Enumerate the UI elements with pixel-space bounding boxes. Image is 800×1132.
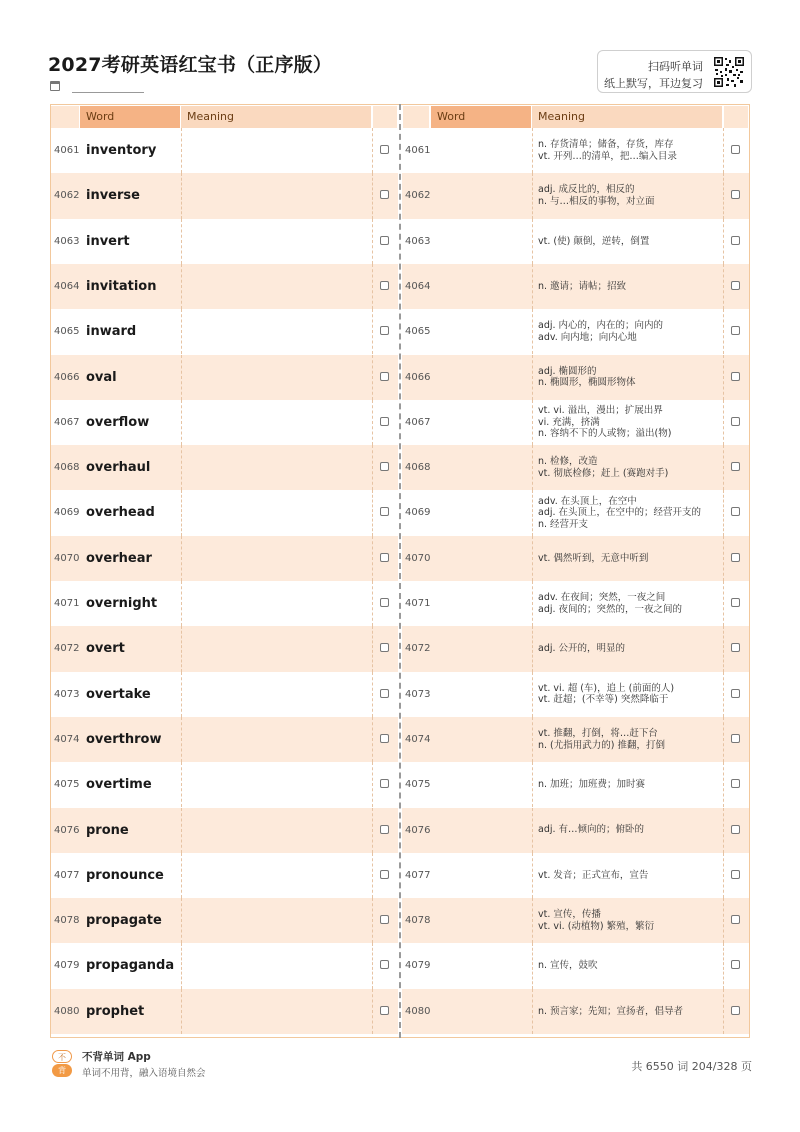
left-checkbox[interactable] (380, 734, 389, 743)
entry-meaning-line: adj. 成反比的，相反的 (538, 184, 635, 196)
left-checkbox[interactable] (380, 326, 389, 335)
cell-divider (723, 173, 724, 218)
right-checkbox[interactable] (731, 417, 740, 426)
cell-divider (181, 264, 182, 309)
cell-divider (723, 626, 724, 671)
entry-number-right: 4078 (405, 915, 431, 927)
entry-number: 4079 (54, 960, 80, 972)
entry-number: 4065 (54, 326, 80, 338)
entry-meaning-line: vt. (使) 颠倒，逆转，倒置 (538, 235, 650, 247)
entry-word: overhead (86, 505, 155, 521)
cell-divider (181, 128, 182, 173)
entry-meaning-line: n. 容纳不下的人或物；溢出(物) (538, 428, 672, 440)
cell-divider (723, 808, 724, 853)
entry-meaning-line: n. 检修，改造 (538, 456, 598, 468)
entry-meaning-line: vi. 充满，挤满 (538, 416, 600, 428)
entry-number-right: 4065 (405, 326, 431, 338)
cell-divider (532, 581, 533, 626)
cell-divider (723, 400, 724, 445)
logo-bottom-badge: 背 (52, 1064, 72, 1077)
entry-number-right: 4072 (405, 643, 431, 655)
left-checkbox[interactable] (380, 462, 389, 471)
entry-meaning-line: vt. 彻底检修；赶上 (赛跑对手) (538, 467, 669, 479)
right-checkbox[interactable] (731, 779, 740, 788)
cell-divider (372, 219, 373, 264)
left-checkbox[interactable] (380, 281, 389, 290)
entry-meaning-line: adj. 夜间的；突然的，一夜之间的 (538, 603, 683, 615)
entry-meaning-line: n. 宣传，鼓吹 (538, 960, 598, 972)
cell-divider (532, 400, 533, 445)
entry-number-right: 4071 (405, 598, 431, 609)
cell-divider (723, 445, 724, 490)
left-checkbox[interactable] (380, 779, 389, 788)
right-meaning-header: Meaning (532, 106, 722, 128)
cell-divider (181, 400, 182, 445)
entry-word: invitation (86, 278, 157, 294)
cell-divider (372, 536, 373, 581)
entry-number-right: 4074 (405, 733, 431, 745)
cell-divider (532, 943, 533, 988)
cell-divider (181, 808, 182, 853)
cell-divider (181, 989, 182, 1034)
right-checkbox[interactable] (731, 598, 740, 607)
entry-meaning-line: n. 加班；加班费；加时赛 (538, 779, 646, 791)
entry-number: 4078 (54, 915, 80, 927)
right-checkbox[interactable] (731, 915, 740, 924)
entry-meaning-line: adv. 在夜间；突然，一夜之间 (538, 592, 666, 604)
entry-number-right: 4061 (405, 145, 431, 156)
entry-meaning-line: vt. 开列…的清单，把…编入目录 (538, 150, 677, 162)
cell-divider (372, 581, 373, 626)
entry-word: prone (86, 822, 129, 838)
left-check-header (373, 106, 397, 128)
cell-divider (372, 173, 373, 218)
entry-word: invert (86, 233, 130, 249)
app-logo (52, 1050, 72, 1077)
cell-divider (723, 581, 724, 626)
entry-meaning-line: vt. vi. 溢出，漫出；扩展出界 (538, 405, 663, 417)
entry-word: inverse (86, 188, 140, 204)
entry-number: 4073 (54, 688, 80, 700)
entry-word: propagate (86, 913, 162, 929)
cell-divider (372, 943, 373, 988)
cell-divider (532, 717, 533, 762)
left-checkbox[interactable] (380, 870, 389, 879)
entry-number: 4072 (54, 643, 80, 655)
entry-word: overhear (86, 550, 152, 566)
entry-number: 4070 (54, 552, 80, 564)
entry-number: 4067 (54, 416, 80, 428)
right-checkbox[interactable] (731, 870, 740, 879)
left-checkbox[interactable] (380, 825, 389, 834)
cell-divider (532, 309, 533, 354)
cell-divider (181, 672, 182, 717)
cell-divider (723, 898, 724, 943)
entry-word: overtime (86, 777, 152, 793)
entry-number: 4068 (54, 462, 80, 474)
entry-word: overtake (86, 686, 151, 702)
cell-divider (181, 581, 182, 626)
entry-word: propaganda (86, 958, 175, 974)
cell-divider (532, 173, 533, 218)
cell-divider (723, 943, 724, 988)
left-checkbox[interactable] (380, 960, 389, 969)
entry-meaning-line: adj. 在头顶上，在空中的；经营开支的 (538, 507, 702, 519)
right-checkbox[interactable] (731, 281, 740, 290)
cell-divider (532, 853, 533, 898)
cell-divider (181, 490, 182, 535)
right-checkbox[interactable] (731, 1006, 740, 1015)
cell-divider (372, 264, 373, 309)
cell-divider (372, 672, 373, 717)
entry-meaning-line: n. (尤指用武力的) 推翻，打倒 (538, 739, 665, 751)
cell-divider (372, 898, 373, 943)
left-checkbox[interactable] (380, 190, 389, 199)
cell-divider (372, 626, 373, 671)
entry-number-right: 4079 (405, 960, 431, 972)
left-checkbox[interactable] (380, 553, 389, 562)
cell-divider (532, 808, 533, 853)
page-counter: 共 6550 词 204/328 页 (631, 1060, 752, 1073)
entry-number: 4071 (54, 598, 80, 609)
entry-meaning-line: vt. vi. (动植物) 繁殖，繁衍 (538, 920, 655, 932)
right-checkbox[interactable] (731, 553, 740, 562)
calendar-icon (50, 81, 60, 91)
entry-number-right: 4075 (405, 779, 431, 791)
left-checkbox[interactable] (380, 145, 389, 154)
cell-divider (723, 717, 724, 762)
cell-divider (181, 626, 182, 671)
left-checkbox[interactable] (380, 643, 389, 652)
cell-divider (723, 355, 724, 400)
entry-word: oval (86, 369, 117, 385)
entry-number: 4076 (54, 824, 80, 836)
cell-divider (532, 536, 533, 581)
entry-number-right: 4070 (405, 552, 431, 564)
right-checkbox[interactable] (731, 643, 740, 652)
date-blank-line (72, 92, 144, 93)
cell-divider (181, 536, 182, 581)
entry-number: 4064 (54, 280, 80, 292)
right-checkbox[interactable] (731, 236, 740, 245)
left-checkbox[interactable] (380, 598, 389, 607)
footer-app-name: 不背单词 App (82, 1051, 151, 1063)
cell-divider (181, 762, 182, 807)
entry-number-right: 4063 (405, 235, 431, 247)
cell-divider (181, 943, 182, 988)
cell-divider (372, 128, 373, 173)
cell-divider (532, 355, 533, 400)
entry-meaning-line: n. 经营开支 (538, 518, 589, 530)
entry-word: overnight (86, 596, 158, 611)
entry-meaning-line: vt. 偶然听到，无意中听到 (538, 552, 649, 564)
entry-meaning-line: n. 椭圆形，椭圆形物体 (538, 377, 636, 389)
cell-divider (181, 898, 182, 943)
right-checkbox[interactable] (731, 326, 740, 335)
cell-divider (532, 445, 533, 490)
entry-number-right: 4068 (405, 462, 431, 474)
right-checkbox[interactable] (731, 825, 740, 834)
cell-divider (532, 762, 533, 807)
entry-word: pronounce (86, 867, 164, 883)
logo-top-badge: 不 (52, 1050, 72, 1063)
cell-divider (181, 853, 182, 898)
cell-divider (181, 309, 182, 354)
cell-divider (181, 717, 182, 762)
cell-divider (723, 853, 724, 898)
cell-divider (372, 445, 373, 490)
entry-number: 4075 (54, 779, 80, 791)
cell-divider (723, 536, 724, 581)
cell-divider (372, 717, 373, 762)
entry-word: prophet (86, 1003, 145, 1019)
entry-meaning-line: adj. 公开的，明显的 (538, 643, 626, 655)
cell-divider (532, 490, 533, 535)
cell-divider (181, 445, 182, 490)
cell-divider (723, 219, 724, 264)
entry-number-right: 4080 (405, 1005, 431, 1017)
entry-number-right: 4067 (405, 416, 431, 428)
right-check-header (724, 106, 748, 128)
cell-divider (532, 219, 533, 264)
right-checkbox[interactable] (731, 689, 740, 698)
entry-number: 4061 (54, 145, 80, 156)
entry-word: overthrow (86, 731, 162, 747)
entry-number-right: 4076 (405, 824, 431, 836)
left-checkbox[interactable] (380, 915, 389, 924)
cell-divider (532, 898, 533, 943)
cell-divider (372, 989, 373, 1034)
cell-divider (372, 355, 373, 400)
cell-divider (723, 762, 724, 807)
left-number-header (51, 106, 79, 128)
left-meaning-header: Meaning (181, 106, 371, 128)
qr-code-icon[interactable] (713, 56, 745, 88)
entry-meaning-line: vt. 赶超；(不幸等) 突然降临于 (538, 694, 669, 706)
entry-number: 4074 (54, 733, 80, 745)
cell-divider (372, 808, 373, 853)
left-checkbox[interactable] (380, 507, 389, 516)
cell-divider (181, 173, 182, 218)
right-number-header (403, 106, 429, 128)
cell-divider (723, 672, 724, 717)
entry-number: 4069 (54, 507, 80, 519)
entry-word: overflow (86, 414, 150, 430)
cell-divider (532, 264, 533, 309)
entry-meaning-line: adj. 椭圆形的 (538, 365, 597, 377)
left-checkbox[interactable] (380, 372, 389, 381)
left-checkbox[interactable] (380, 417, 389, 426)
cell-divider (723, 128, 724, 173)
cell-divider (372, 762, 373, 807)
right-checkbox[interactable] (731, 462, 740, 471)
entry-meaning-line: vt. vi. 超 (车)，追上 (前面的人) (538, 682, 675, 694)
cell-divider (723, 989, 724, 1034)
entry-meaning-line: vt. 推翻，打倒，将…赶下台 (538, 728, 658, 740)
qr-caption-listen: 扫码听单词 (648, 60, 703, 73)
cell-divider (532, 672, 533, 717)
right-checkbox[interactable] (731, 145, 740, 154)
qr-panel[interactable] (597, 50, 752, 93)
entry-number: 4080 (54, 1005, 80, 1017)
left-checkbox[interactable] (380, 689, 389, 698)
left-word-header: Word (80, 106, 180, 128)
cell-divider (532, 128, 533, 173)
right-checkbox[interactable] (731, 190, 740, 199)
entry-meaning-line: n. 邀请；请帖；招致 (538, 280, 627, 292)
entry-word: inward (86, 324, 137, 340)
entry-number: 4066 (54, 371, 80, 383)
entry-meaning-line: adv. 在头顶上，在空中 (538, 495, 637, 507)
entry-meaning-line: n. 预言家；先知；宣扬者，倡导者 (538, 1005, 684, 1017)
page-title: 2027考研英语红宝书（正序版） (48, 54, 333, 76)
entry-number: 4063 (54, 235, 80, 247)
cell-divider (723, 264, 724, 309)
entry-meaning-line: adj. 有…倾向的；俯卧的 (538, 824, 645, 836)
right-word-header: Word (431, 106, 531, 128)
cell-divider (532, 626, 533, 671)
entry-number-right: 4066 (405, 371, 431, 383)
entry-number-right: 4064 (405, 280, 431, 292)
entry-word: inventory (86, 143, 157, 158)
right-checkbox[interactable] (731, 372, 740, 381)
entry-meaning-line: adv. 向内地；向内心地 (538, 331, 637, 343)
qr-caption-review: 纸上默写，耳边复习 (604, 77, 703, 90)
entry-word: overt (86, 641, 125, 657)
cell-divider (181, 355, 182, 400)
entry-number: 4062 (54, 190, 80, 202)
fold-divider (399, 104, 401, 1038)
cell-divider (372, 400, 373, 445)
cell-divider (532, 989, 533, 1034)
left-checkbox[interactable] (380, 1006, 389, 1015)
entry-meaning-line: vt. 宣传，传播 (538, 909, 601, 921)
cell-divider (181, 219, 182, 264)
cell-divider (723, 309, 724, 354)
right-checkbox[interactable] (731, 734, 740, 743)
entry-meaning-line: adj. 内心的，内在的；向内的 (538, 320, 664, 332)
entry-meaning-line: n. 存货清单；储备，存货，库存 (538, 139, 674, 151)
left-checkbox[interactable] (380, 236, 389, 245)
right-checkbox[interactable] (731, 960, 740, 969)
entry-number-right: 4077 (405, 869, 431, 881)
right-checkbox[interactable] (731, 507, 740, 516)
cell-divider (723, 490, 724, 535)
entry-number-right: 4062 (405, 190, 431, 202)
cell-divider (372, 490, 373, 535)
footer-slogan: 单词不用背，融入语境自然会 (82, 1068, 206, 1079)
entry-meaning-line: n. 与…相反的事物，对立面 (538, 195, 655, 207)
entry-word: overhaul (86, 460, 151, 476)
cell-divider (372, 853, 373, 898)
entry-number-right: 4069 (405, 507, 431, 519)
cell-divider (372, 309, 373, 354)
entry-number: 4077 (54, 869, 80, 881)
entry-number-right: 4073 (405, 688, 431, 700)
entry-meaning-line: vt. 发音；正式宣布，宣告 (538, 869, 649, 881)
